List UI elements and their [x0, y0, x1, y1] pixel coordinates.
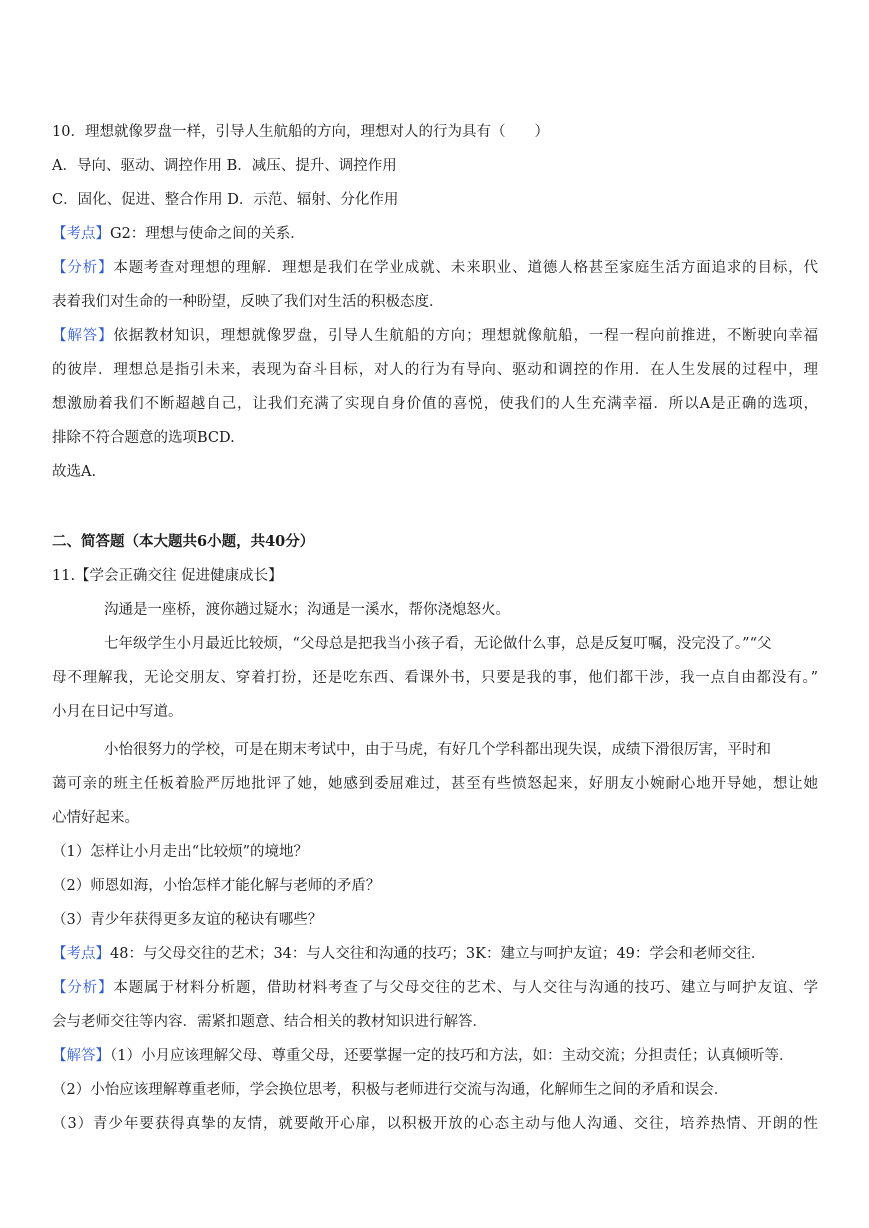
q10-jieda-line4: 排除不符合题意的选项BCD.	[52, 430, 235, 446]
q11-jieda-line3: （3）青少年要获得真挚的友情，就要敞开心扉，以积极开放的心态主动与他人沟通、交往，培养热情、开朗的性	[52, 1116, 818, 1132]
kaodian-tag: 【考点】	[52, 946, 110, 962]
q11-fenxi-text: 本题属于材料分析题，借助材料考查了与父母交往的艺术、与人交往与沟通的技巧、建立与呵护友谊、学	[113, 980, 819, 996]
q10-options-cd: C．固化、促进、整合作用 D．示范、辐射、分化作用	[52, 192, 399, 208]
q10-options-ab: A．导向、驱动、调控作用 B．减压、提升、调控作用	[52, 158, 397, 174]
q11-fenxi-line1	[52, 978, 818, 998]
q10-answer: 故选A.	[52, 464, 97, 480]
q11-para2-line3: 小月在日记中写道。	[52, 704, 183, 720]
q11-sub1: （1）怎样让小月走出“比较烦”的境地？	[52, 844, 309, 860]
jieda-tag: 【解答】	[52, 328, 114, 344]
q10-fenxi-line2: 表着我们对生命的一种盼望，反映了我们对生活的积极态度．	[52, 294, 444, 310]
q10-kaodian	[52, 224, 305, 244]
q10-stem: 10．理想就像罗盘一样，引导人生航船的方向，理想对人的行为具有（ ）	[52, 124, 549, 140]
q10-jieda-line1	[52, 326, 818, 346]
q11-fenxi-line2: 会与老师交往等内容．需紧扣题意、结合相关的教材知识进行解答．	[52, 1014, 487, 1030]
q11-jieda-text: （1）小月应该理解父母、尊重父母，还要掌握一定的技巧和方法，如：主动交流；分担责任；认真倾听等．	[110, 1048, 794, 1064]
q11-jieda-line2: （2）小怡应该理解尊重老师，学会换位思考，积极与老师进行交流与沟通，化解师生之间的矛盾和误会．	[52, 1082, 729, 1098]
section-heading: 二、简答题（本大题共6小题，共40分）	[52, 533, 315, 550]
fenxi-tag: 【分析】	[52, 260, 114, 276]
kaodian-tag: 【考点】	[52, 226, 110, 242]
jieda-tag: 【解答】	[52, 1048, 110, 1064]
q11-para3-line2: 蔼可亲的班主任板着脸严厉地批评了她，她感到委屈难过，甚至有些愤怒起来，好朋友小婉耐心地开导她，想让她	[52, 776, 818, 792]
q11-title: 11.【学会正确交往 促进健康成长】	[52, 568, 283, 584]
q11-para1: 沟通是一座桥，渡你趟过疑水；沟通是一溪水，帮你浇熄怒火。	[104, 602, 510, 618]
q10-fenxi-line1	[52, 258, 818, 278]
q11-jieda-line1	[52, 1046, 793, 1066]
q11-para3-line1: 小怡很努力的学校，可是在期末考试中，由于马虎，有好几个学科都出现失误，成绩下滑很厉害，平时和	[104, 742, 771, 758]
q10-kaodian-text: G2：理想与使命之间的关系．	[110, 226, 305, 242]
q10-jieda-line2: 的彼岸．理想总是指引未来，表现为奋斗目标，对人的行为有导向、驱动和调控的作用．在人生发展的过程中，理	[52, 362, 818, 378]
q10-jieda-line3: 想激励着我们不断超越自己，让我们充满了实现自身价值的喜悦，使我们的人生充满幸福．所以A是正确的选项，	[52, 396, 818, 412]
q11-para3-line3: 心情好起来。	[52, 810, 139, 826]
q11-kaodian-text: 48：与父母交往的艺术；34：与人交往和沟通的技巧；3K：建立与呵护友谊；49：学会和老师交往．	[110, 946, 766, 962]
q11-para2-line1: 七年级学生小月最近比较烦，“父母总是把我当小孩子看，无论做什么事，总是反复叮嘱，没完没了。”“父	[104, 636, 772, 652]
q11-sub2: （2）师恩如海，小怡怎样才能化解与老师的矛盾？	[52, 878, 381, 894]
q10-jieda-text: 依据教材知识，理想就像罗盘，引导人生航船的方向；理想就像航船，一程一程向前推进，不断驶向幸福	[113, 328, 819, 344]
q11-para2-line2: 母不理解我，无论交朋友、穿着打扮，还是吃东西、看课外书，只要是我的事，他们都干涉，我一点自由都没有。”	[52, 670, 818, 686]
q11-kaodian	[52, 944, 765, 964]
q10-fenxi-text: 本题考查对理想的理解．理想是我们在学业成就、未来职业、道德人格甚至家庭生活方面追求的目标，代	[113, 260, 819, 276]
fenxi-tag: 【分析】	[52, 980, 114, 996]
q11-sub3: （3）青少年获得更多友谊的秘诀有哪些？	[52, 912, 323, 928]
